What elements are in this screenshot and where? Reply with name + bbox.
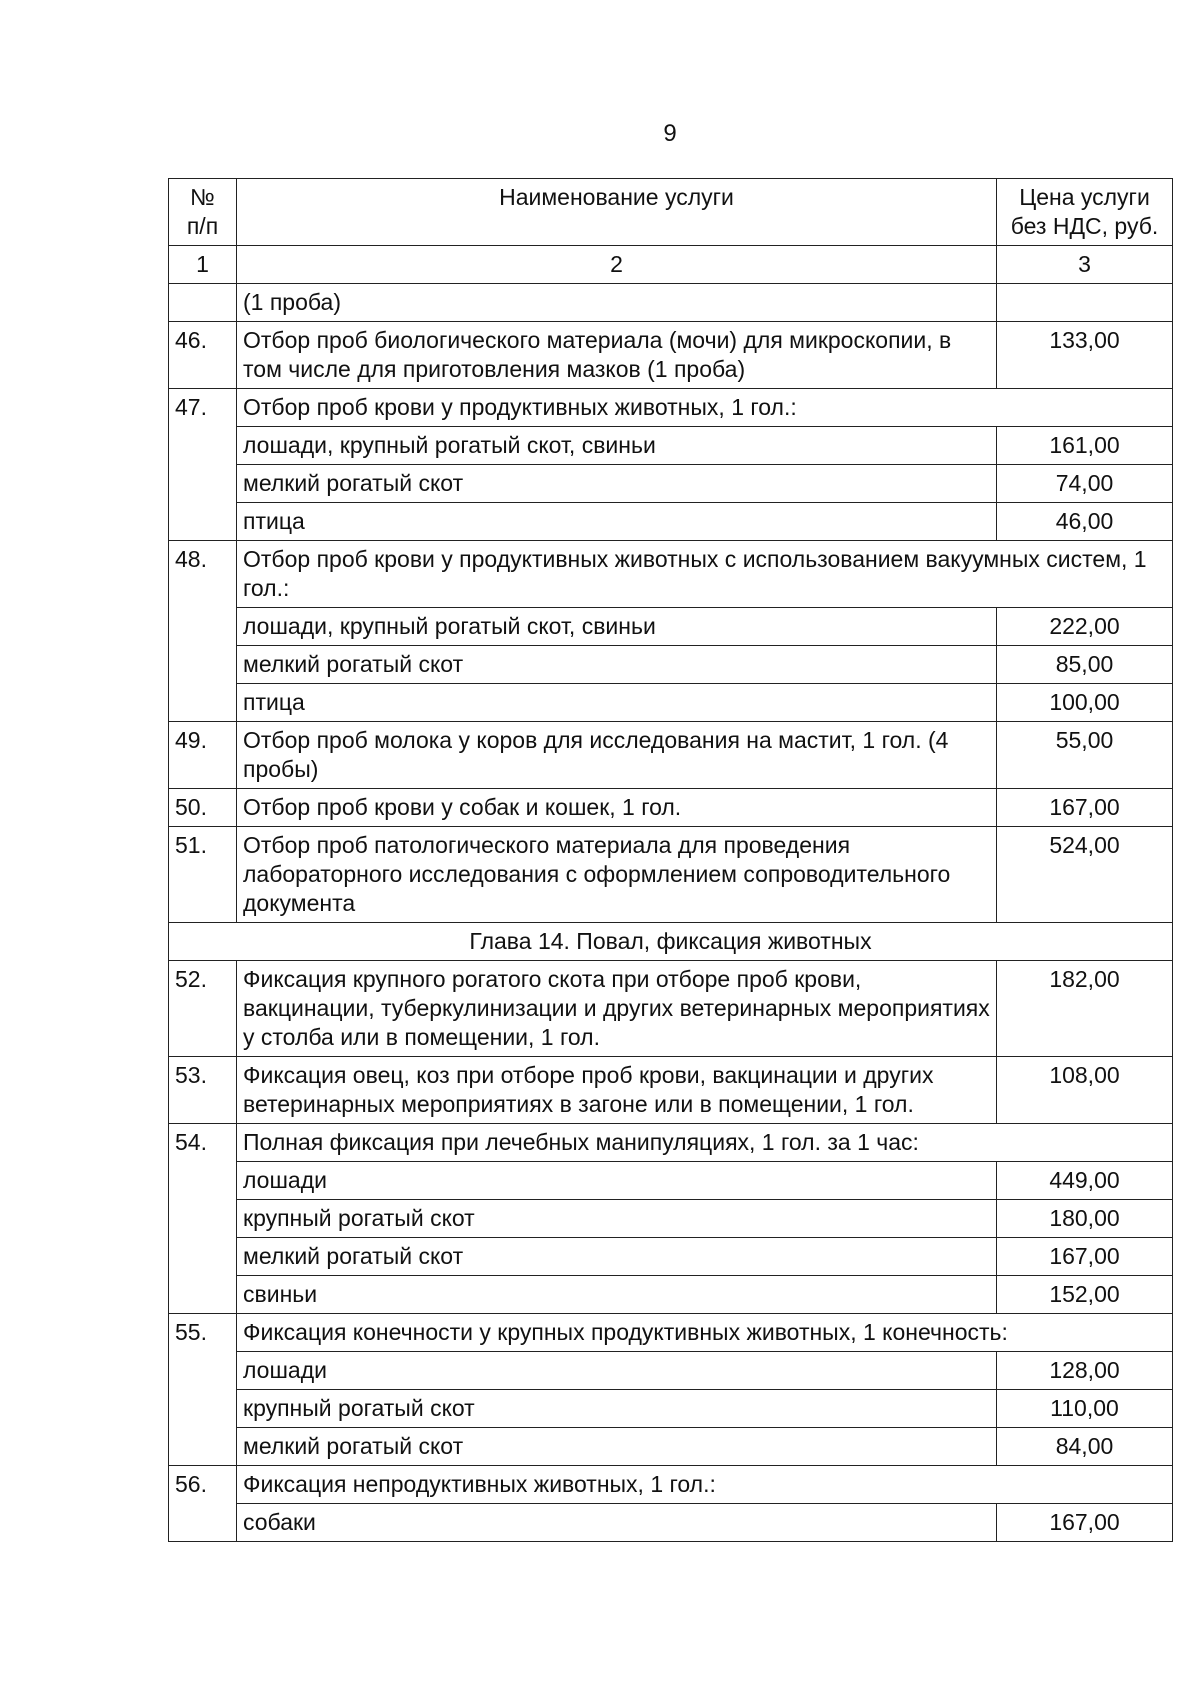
service-price: 100,00 — [997, 684, 1173, 722]
table-subrow — [169, 684, 1173, 722]
service-price: 167,00 — [997, 1504, 1173, 1542]
row-number: 51. — [169, 827, 237, 923]
service-price: 110,00 — [997, 1390, 1173, 1428]
chapter-row — [169, 923, 1173, 961]
row-number: 49. — [169, 722, 237, 789]
table-row — [169, 722, 1173, 789]
table-row — [169, 284, 1173, 322]
service-group-name: Отбор проб крови у продуктивных животных, 1 гол.: — [237, 389, 1173, 427]
column-index: 1 — [169, 246, 237, 284]
service-price — [997, 284, 1173, 322]
service-price: 449,00 — [997, 1162, 1173, 1200]
service-name: мелкий рогатый скот — [237, 1238, 997, 1276]
service-name: лошади — [237, 1352, 997, 1390]
table-row — [169, 961, 1173, 1057]
service-name: лошади, крупный рогатый скот, свиньи — [237, 427, 997, 465]
table-subrow — [169, 1162, 1173, 1200]
service-group-name: Фиксация конечности у крупных продуктивных животных, 1 конечность: — [237, 1314, 1173, 1352]
row-number: 56. — [169, 1466, 237, 1542]
row-number: 53. — [169, 1057, 237, 1124]
service-price: 167,00 — [997, 789, 1173, 827]
service-name: птица — [237, 503, 997, 541]
service-price: 108,00 — [997, 1057, 1173, 1124]
service-name: крупный рогатый скот — [237, 1390, 997, 1428]
header-col-number: № п/п — [169, 179, 237, 246]
service-price: 182,00 — [997, 961, 1173, 1057]
service-price: 161,00 — [997, 427, 1173, 465]
service-name: собаки — [237, 1504, 997, 1542]
table-subrow — [169, 1504, 1173, 1542]
service-price: 46,00 — [997, 503, 1173, 541]
table-subrow — [169, 1238, 1173, 1276]
table-row — [169, 1124, 1173, 1162]
row-number: 48. — [169, 541, 237, 722]
service-price: 85,00 — [997, 646, 1173, 684]
column-index: 3 — [997, 246, 1173, 284]
row-number: 47. — [169, 389, 237, 541]
service-price: 55,00 — [997, 722, 1173, 789]
service-name: мелкий рогатый скот — [237, 646, 997, 684]
service-price: 133,00 — [997, 322, 1173, 389]
table-subrow — [169, 1352, 1173, 1390]
service-price: 152,00 — [997, 1276, 1173, 1314]
service-name: птица — [237, 684, 997, 722]
table-row — [169, 1314, 1173, 1352]
service-name: Отбор проб молока у коров для исследования на мастит, 1 гол. (4 пробы) — [237, 722, 997, 789]
service-name: крупный рогатый скот — [237, 1200, 997, 1238]
service-price: 84,00 — [997, 1428, 1173, 1466]
table-subrow — [169, 465, 1173, 503]
header-col-price: Цена услуги без НДС, руб. — [997, 179, 1173, 246]
service-price: 180,00 — [997, 1200, 1173, 1238]
service-name: свиньи — [237, 1276, 997, 1314]
table-subrow — [169, 608, 1173, 646]
table-row — [169, 541, 1173, 608]
service-name: Фиксация крупного рогатого скота при отборе проб крови, вакцинации, туберкулинизации и других ветеринарных мероприятиях у столба или в помещении, 1 гол. — [237, 961, 997, 1057]
header-col-service: Наименование услуги — [237, 179, 997, 246]
service-name: мелкий рогатый скот — [237, 465, 997, 503]
table-subrow — [169, 1428, 1173, 1466]
table-row — [169, 827, 1173, 923]
table-row — [169, 1466, 1173, 1504]
service-price: 74,00 — [997, 465, 1173, 503]
table-subrow — [169, 646, 1173, 684]
service-price: 128,00 — [997, 1352, 1173, 1390]
table-row — [169, 322, 1173, 389]
row-number — [169, 284, 237, 322]
service-name: Отбор проб патологического материала для проведения лабораторного исследования с оформлением сопроводительного документа — [237, 827, 997, 923]
chapter-heading: Глава 14. Повал, фиксация животных — [169, 923, 1173, 961]
service-price: 524,00 — [997, 827, 1173, 923]
service-name: мелкий рогатый скот — [237, 1428, 997, 1466]
service-name: лошади — [237, 1162, 997, 1200]
service-price: 167,00 — [997, 1238, 1173, 1276]
service-group-name: Фиксация непродуктивных животных, 1 гол.: — [237, 1466, 1173, 1504]
row-number: 54. — [169, 1124, 237, 1314]
table-row — [169, 389, 1173, 427]
table-subrow — [169, 1200, 1173, 1238]
service-group-name: Полная фиксация при лечебных манипуляциях, 1 гол. за 1 час: — [237, 1124, 1173, 1162]
table-row — [169, 1057, 1173, 1124]
table-subrow — [169, 1276, 1173, 1314]
table-subrow — [169, 503, 1173, 541]
service-name: Отбор проб биологического материала (мочи) для микроскопии, в том числе для приготовления мазков (1 проба) — [237, 322, 997, 389]
column-index: 2 — [237, 246, 997, 284]
row-number: 55. — [169, 1314, 237, 1466]
table-subrow — [169, 1390, 1173, 1428]
price-table — [168, 178, 1173, 1542]
service-group-name: Отбор проб крови у продуктивных животных с использованием вакуумных систем, 1 гол.: — [237, 541, 1173, 608]
service-name: лошади, крупный рогатый скот, свиньи — [237, 608, 997, 646]
service-name: Фиксация овец, коз при отборе проб крови, вакцинации и других ветеринарных мероприятиях в загоне или в помещении, 1 гол. — [237, 1057, 997, 1124]
service-price: 222,00 — [997, 608, 1173, 646]
row-number: 52. — [169, 961, 237, 1057]
service-name: Отбор проб крови у собак и кошек, 1 гол. — [237, 789, 997, 827]
service-name: (1 проба) — [237, 284, 997, 322]
row-number: 46. — [169, 322, 237, 389]
row-number: 50. — [169, 789, 237, 827]
column-index-row — [169, 246, 1173, 284]
table-subrow — [169, 427, 1173, 465]
page-number: 9 — [663, 120, 677, 147]
table-row — [169, 789, 1173, 827]
table-header-row — [169, 179, 1173, 246]
